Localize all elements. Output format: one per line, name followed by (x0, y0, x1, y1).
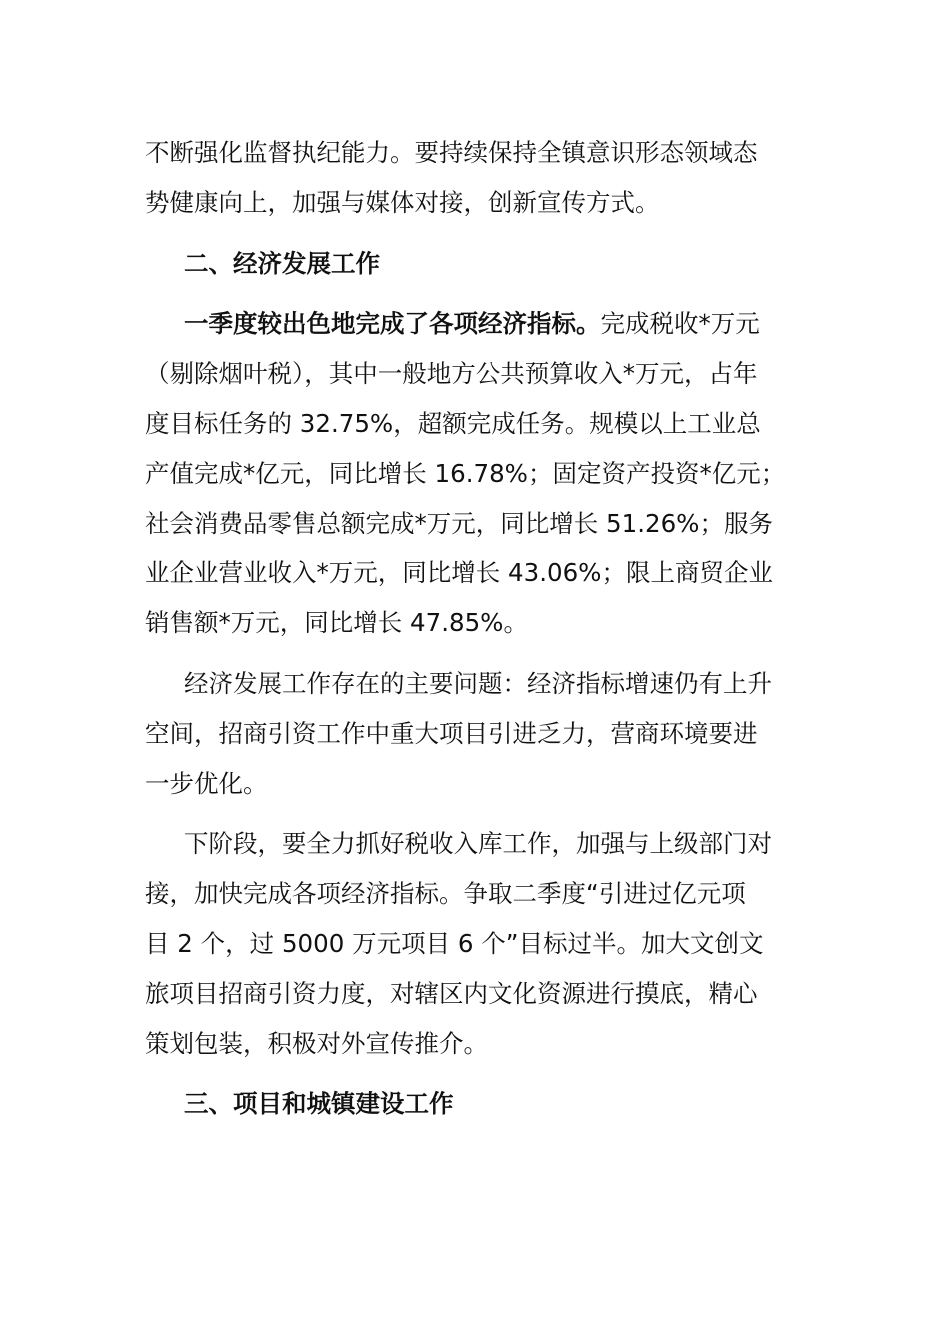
text-line: 旅项目招商引资力度，对辖区内文化资源进行摸底，精心 (145, 978, 758, 1008)
text-run: 完成税收*万元 (600, 309, 760, 339)
text-line: 接，加快完成各项经济指标。争取二季度“引进过亿元项 (145, 879, 746, 909)
text-line: 社会消费品零售总额完成*万元，同比增长 51.26%；服务 (145, 508, 773, 538)
text-line: 产值完成*亿元，同比增长 16.78%；固定资产投资*亿元； (145, 458, 786, 488)
section-heading: 三、项目和城镇建设工作 (184, 1089, 454, 1119)
document-body (145, 128, 810, 1129)
text-line: 销售额*万元，同比增长 47.85%。 (145, 608, 528, 638)
paragraph-main-problems (145, 659, 810, 808)
text-line: 下阶段，要全力抓好税收入库工作，加强与上级部门对 (184, 829, 772, 859)
lead-sentence: 一季度较出色地完成了各项经济指标。 (184, 309, 601, 339)
text-line: 经济发展工作存在的主要问题：经济指标增速仍有上升 (184, 668, 772, 698)
text-line: 势健康向上，加强与媒体对接，创新宣传方式。 (145, 187, 660, 217)
paragraph-continuation (145, 128, 810, 228)
text-line: 度目标任务的 32.75%，超额完成任务。规模以上工业总 (145, 408, 761, 438)
text-line: 不断强化监督执纪能力。要持续保持全镇意识形态领域态 (145, 138, 758, 167)
text-line: 业企业营业收入*万元，同比增长 43.06%；限上商贸企业 (145, 558, 773, 588)
section-heading-projects-construction (145, 1079, 810, 1129)
text-line: 空间，招商引资工作中重大项目引进乏力，营商环境要进 (145, 718, 758, 748)
text-line (145, 299, 810, 349)
text-line: 策划包装，积极对外宣传推介。 (145, 1028, 488, 1058)
text-line: 目 2 个，过 5000 万元项目 6 个”目标过半。加大文创文 (145, 928, 764, 958)
text-line: （剔除烟叶税），其中一般地方公共预算收入*万元，占年 (145, 359, 758, 389)
section-heading: 二、经济发展工作 (184, 248, 380, 278)
text-line: 一步优化。 (145, 768, 268, 798)
paragraph-next-stage (145, 819, 810, 1068)
section-heading-economic-development (145, 239, 810, 289)
paragraph-economic-indicators (145, 299, 810, 648)
